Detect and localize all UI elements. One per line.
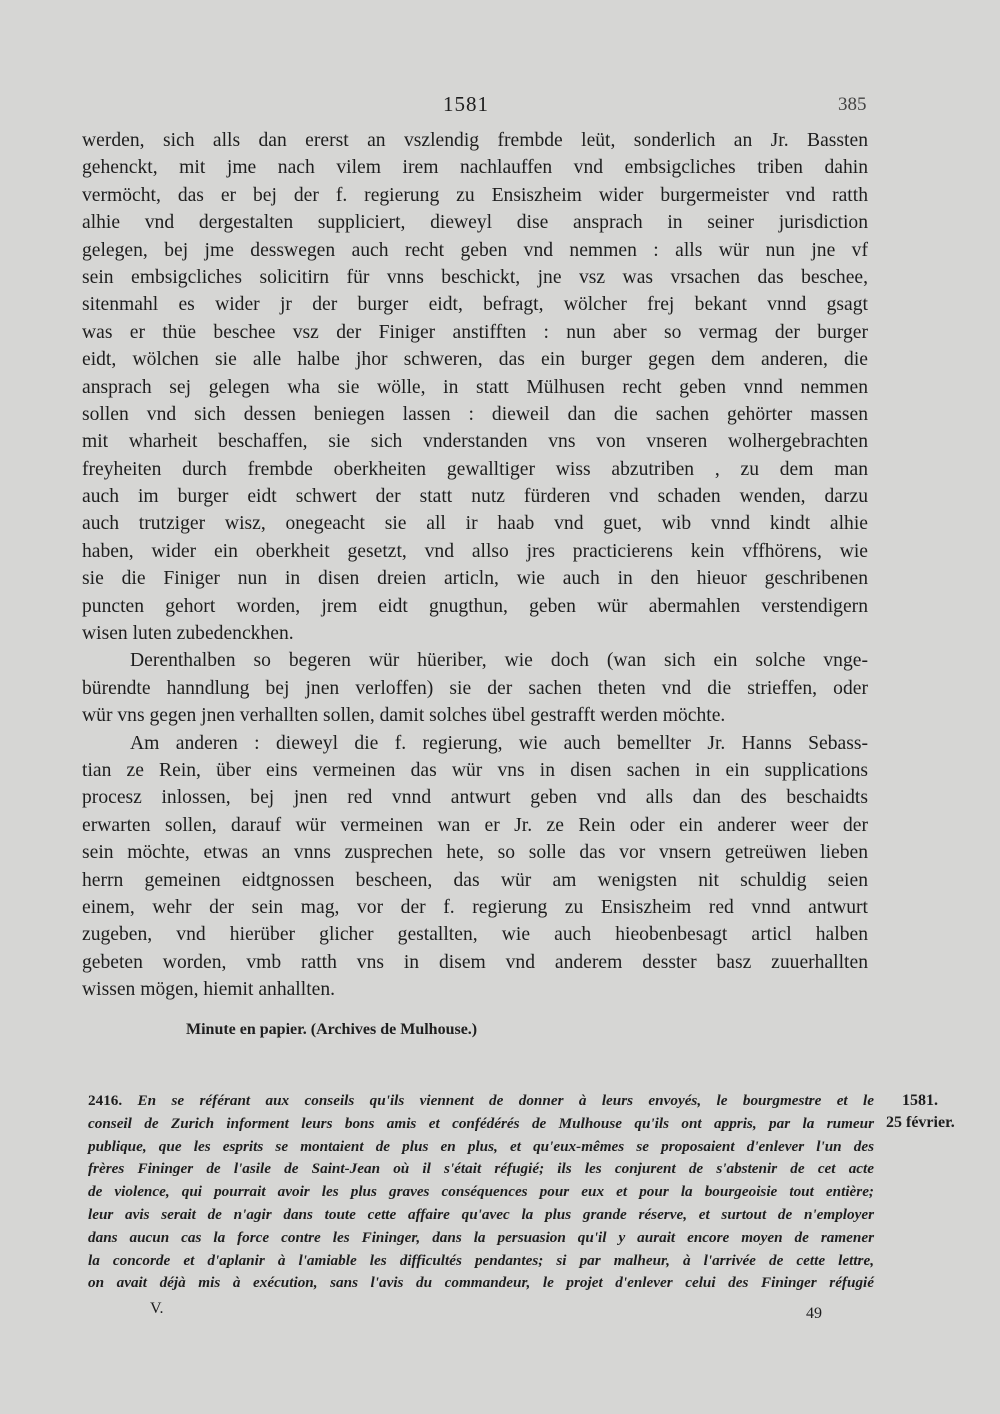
entry-line: de violence, qui pourrait avoir les plus graves conséquences pour eux et pour la bourgeoisie tout entière;: [88, 1183, 874, 1201]
text-line: Am anderen : dieweyl die f. regierung, wie auch bemellter Jr. Hanns Sebass-: [130, 732, 868, 754]
entry-line: publique, que les esprits se montaient de plus en plus, et qu'eux-mêmes se proposaient d'enlever l'un des: [88, 1137, 874, 1155]
text-line: freyheiten durch frembde oberkheiten gewalltiger wiss abzutriben , zu dem man: [82, 458, 868, 480]
text-line: alhie vnd dergestalten suppliciert, dieweyl dise ansprach in seiner jurisdiction: [82, 212, 868, 234]
text-line: sein möchte, etwas an vnns zusprechen hete, so solle das vor vnsern getreüwen lieben: [82, 842, 868, 864]
text-line: sollen vnd sich dessen beniegen lassen : dieweil dan die sachen gehörter massen: [82, 403, 868, 425]
text-line: puncten gehort worden, jrem eidt gnugthun, geben wür abermahlen verstendigern: [82, 595, 868, 617]
text-line: werden, sich alls dan ererst an vszlendig frembde leüt, sonderlich an Jr. Bassten: [82, 130, 868, 151]
main-text-block: [82, 127, 868, 1004]
page-number: 385: [838, 94, 867, 115]
entry-line: dans aucun cas la force contre les Fininger, dans la persuasion qu'il y aurait encore moyen de ramener: [88, 1228, 874, 1246]
text-line: herrn gemeinen eidtgnossen bescheen, das wür am wenigsten nit schuldig seien: [82, 869, 868, 891]
margin-date: 25 février.: [886, 1114, 955, 1131]
text-line: auch im burger eidt schwert der statt nutz fürderen vnd schaden wenden, darzu: [82, 486, 868, 508]
text-line: eidt, wölchen sie alle halbe jhor schweren, das ein burger gegen dem anderen, die: [82, 349, 868, 371]
text-line: wisen luten zubedenckhen.: [82, 623, 294, 645]
text-line: erwarten sollen, darauf wür vermeinen wan er Jr. ze Rein oder ein anderer weer der: [82, 814, 868, 836]
text-line: haben, wider ein oberkheit gesetzt, vnd allso jres practicierens kein vffhörens, wie: [82, 540, 868, 562]
entry-line: leur avis serait de n'agir dans toute cette affaire qu'avec la plus grande réserve, et surtout de n'employer: [88, 1205, 874, 1223]
text-line: Derenthalben so begeren wür hüeriber, wie doch (wan sich ein solche vnge-: [130, 650, 868, 672]
entry-line: on avait déjà mis à exécution, sans l'avis du commandeur, le projet d'enlever celui des Fininger réfugié: [88, 1274, 874, 1292]
running-header: [0, 92, 1000, 116]
text-line: gehenckt, mit jme nach vilem irem nachlauffen vnd embsigcliches triben dahin: [82, 157, 868, 179]
entry-line: la concorde et d'aplanir à l'amiable les difficultés pendantes; si par malheur, à l'arrivée de cette lettre,: [88, 1251, 874, 1269]
text-line: procesz inlossen, bej jnen red vnnd antwurt geben vnd alls dan des beschaidts: [82, 787, 868, 809]
text-line: ansprach sej gelegen wha sie wölle, in statt Mülhusen recht geben vnnd nemmen: [82, 376, 868, 398]
sheet-number: 49: [806, 1305, 822, 1322]
entry-first-text: En se référant aux conseils qu'ils viennent de donner à leurs envoyés, le bourgmestre et le: [137, 1092, 874, 1109]
text-line: zugeben, vnd hierüber glicher gestallten, wie auch hieobenbesagt articl halben: [82, 924, 868, 946]
text-line: was er thüe beschee vsz der Finiger anstifften : nun aber so vermag der burger: [82, 321, 868, 343]
text-line: auch trutziger wisz, onegeacht sie all ir haab vnd guet, wib vnnd kindt alhie: [82, 513, 868, 535]
text-line: tian ze Rein, über eins vermeinen das wür vns in disen sachen in ein supplications: [82, 759, 868, 781]
text-line: einem, wehr der sein mag, vor der f. regierung zu Ensiszheim red vnnd antwurt: [82, 896, 868, 918]
margin-year: 1581.: [902, 1092, 938, 1109]
text-line: wissen mögen, hiemit anhallten.: [82, 979, 336, 1001]
entry-first-line: [88, 1090, 874, 1113]
text-line: sein embsigcliches solicitirn für vnns beschickt, jne vsz was vrsachen das beschee,: [82, 266, 868, 288]
text-line: gebeten worden, vmb ratth vns in disem vnd anderem desster basz zuuerhallten: [82, 951, 868, 973]
entry-number: 2416.: [88, 1092, 123, 1109]
text-line: bürendte hanndlung bej jnen verloffen) sie der sachen theten vnd die strieffen, oder: [82, 677, 868, 699]
entry-line: frères Fininger de l'asile de Saint-Jean où il s'était réfugié; ils les conjurent de s'abstenir de cet acte: [88, 1160, 874, 1178]
text-line: mit wharheit beschaffen, sie sich vnderstanden vns von vnseren wolhergebrachten: [82, 431, 868, 453]
text-line: gelegen, bej jme desswegen auch recht geben vnd nemmen : alls wür nun jne vf: [82, 239, 868, 261]
source-note: Minute en papier. (Archives de Mulhouse.): [186, 1021, 478, 1038]
signature-mark: V.: [150, 1300, 164, 1317]
text-line: vermöcht, das er bej der f. regierung zu Ensiszheim wider burgermeister vnd ratth: [82, 184, 868, 206]
entry-line: conseil de Zurich informent leurs bons amis et confédérés de Mulhouse qu'ils ont appris, par la rumeur: [88, 1114, 874, 1132]
header-year: 1581: [443, 92, 489, 116]
text-line: wür vns gegen jnen verhallten sollen, damit solches übel gestrafft werden möchte.: [82, 705, 726, 727]
text-line: sie die Finiger nun in disen dreien articln, wie auch in den hieuor geschribenen: [82, 568, 868, 590]
text-line: sitenmahl es wider jr der burger eidt, befragt, wölcher frej bekant vnnd gsagt: [82, 294, 868, 316]
entry-summary: [88, 1090, 874, 1295]
